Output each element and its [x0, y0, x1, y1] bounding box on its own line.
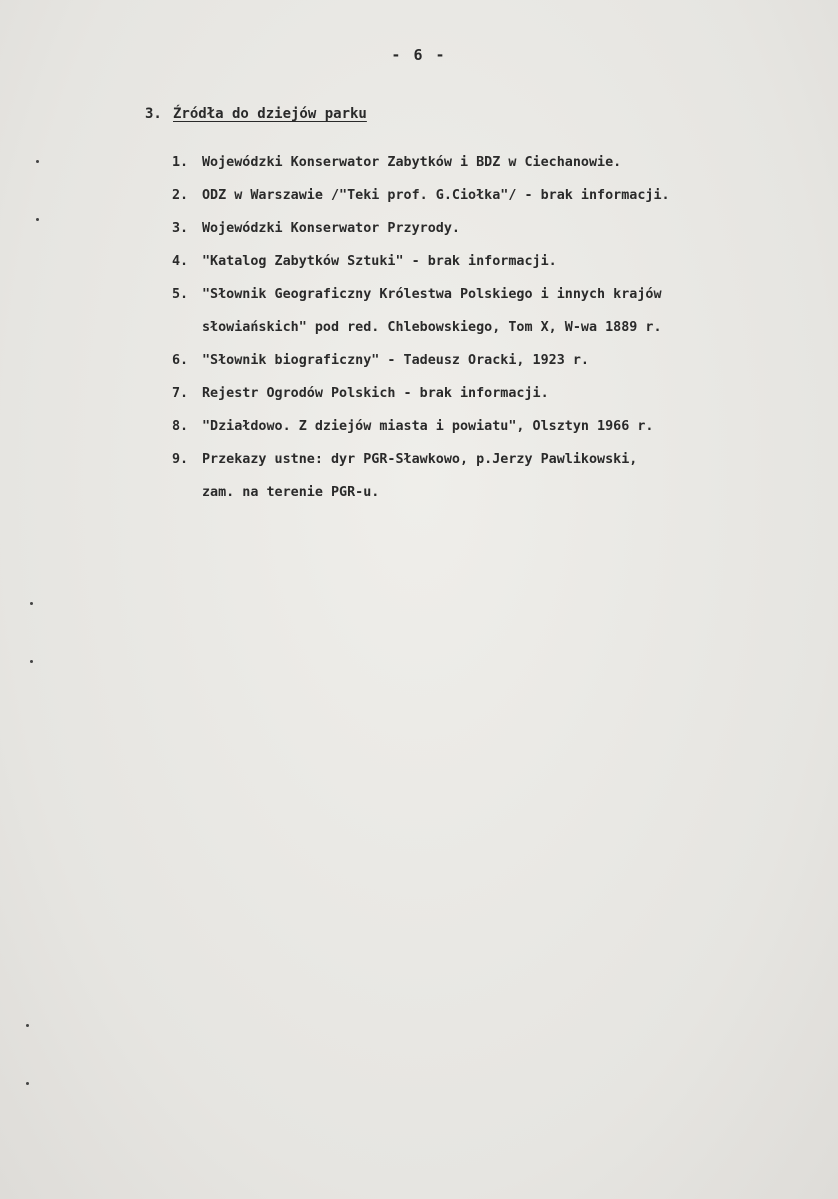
item-text-continuation: zam. na terenie PGR-u.	[202, 485, 380, 500]
list-item	[172, 179, 812, 212]
section-heading	[145, 106, 367, 122]
item-text: "Katalog Zabytków Sztuki" - brak informacji.	[202, 254, 557, 269]
item-number: 2.	[172, 188, 189, 203]
item-text: "Działdowo. Z dziejów miasta i powiatu", Olsztyn 1966 r.	[202, 419, 654, 434]
punch-hole-mark	[30, 602, 33, 605]
section-number: 3.	[145, 106, 162, 122]
item-text: "Słownik biograficzny" - Tadeusz Oracki, 1923 r.	[202, 353, 589, 368]
section-title: Źródła do dziejów parku	[173, 106, 367, 122]
item-text: ODZ w Warszawie /"Teki prof. G.Ciołka"/ - brak informacji.	[202, 188, 670, 203]
item-number: 9.	[172, 452, 189, 467]
list-item	[172, 344, 812, 377]
punch-hole-mark	[36, 160, 39, 163]
item-text: Przekazy ustne: dyr PGR-Sławkowo, p.Jerzy Pawlikowski,	[202, 452, 638, 467]
punch-hole-mark	[26, 1082, 29, 1085]
item-number: 5.	[172, 287, 189, 302]
list-item	[172, 410, 812, 443]
item-text: Wojewódzki Konserwator Zabytków i BDZ w Ciechanowie.	[202, 155, 622, 170]
item-number: 7.	[172, 386, 189, 401]
item-text-continuation: słowiańskich" pod red. Chlebowskiego, Tom X, W-wa 1889 r.	[202, 320, 662, 335]
item-text: "Słownik Geograficzny Królestwa Polskiego i innych krajów	[202, 287, 662, 302]
item-text: Rejestr Ogrodów Polskich - brak informacji.	[202, 386, 549, 401]
item-number: 4.	[172, 254, 189, 269]
punch-hole-mark	[36, 218, 39, 221]
sources-list	[172, 146, 812, 509]
list-item	[172, 377, 812, 410]
item-number: 1.	[172, 155, 189, 170]
list-item	[172, 212, 812, 245]
list-item	[172, 278, 812, 344]
item-number: 3.	[172, 221, 189, 236]
item-text: Wojewódzki Konserwator Przyrody.	[202, 221, 460, 236]
item-number: 8.	[172, 419, 189, 434]
page-number: - 6 -	[391, 46, 447, 64]
list-item	[172, 443, 812, 509]
punch-hole-mark	[30, 660, 33, 663]
list-item	[172, 245, 812, 278]
list-item	[172, 146, 812, 179]
item-number: 6.	[172, 353, 189, 368]
punch-hole-mark	[26, 1024, 29, 1027]
